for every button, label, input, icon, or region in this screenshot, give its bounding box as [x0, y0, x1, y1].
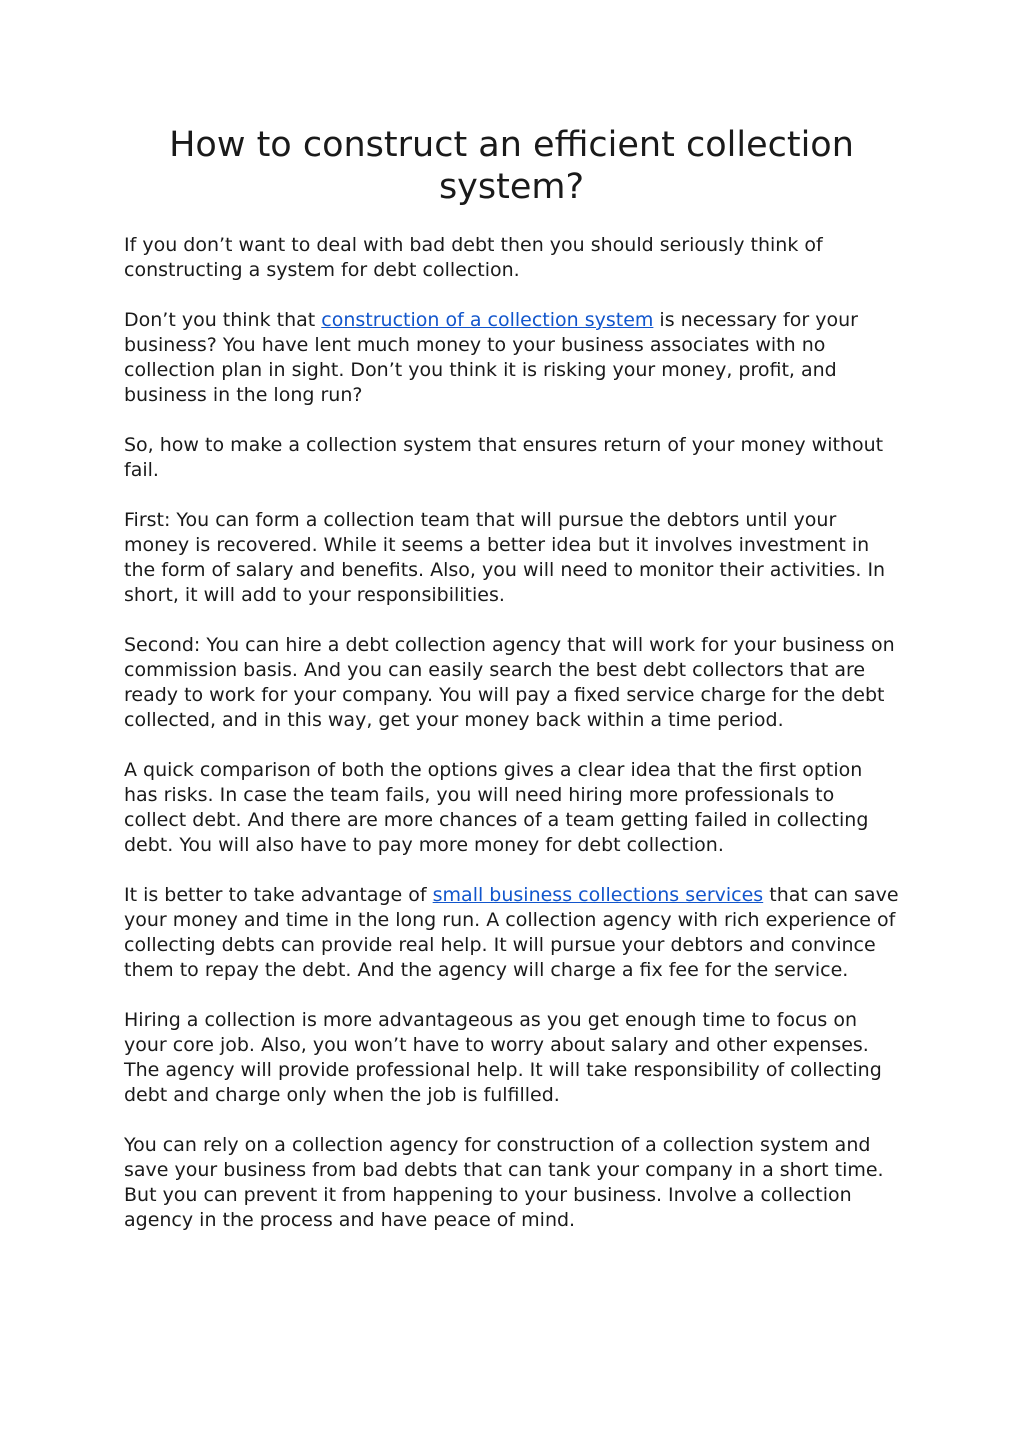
paragraph-conclusion: You can rely on a collection agency for construction of a collection system and save your business from bad debts that can tank your company in a short time. But you can prevent it from happening to your business. Involve a collection agency in the process and have peace of mind. [124, 1134, 884, 1231]
paragraph-advantage [124, 883, 899, 983]
paragraph-text-before-link: Don’t you think that [124, 309, 322, 331]
paragraph-text-before-link: It is better to take advantage of [124, 884, 433, 906]
paragraph-construction-question [124, 308, 899, 408]
paragraph-intro: If you don’t want to deal with bad debt then you should seriously think of constructing a system for debt collection. [124, 234, 823, 281]
paragraph-how-to: So, how to make a collection system that ensures return of your money without fail. [124, 434, 884, 481]
small-business-collections-services-link[interactable]: small business collections services [432, 884, 764, 906]
construction-of-collection-system-link[interactable]: construction of a collection system [321, 309, 654, 331]
document-body [124, 233, 899, 1258]
document-title: How to construct an efficient collection system? [169, 125, 854, 207]
paragraph-hiring-benefits: Hiring a collection is more advantageous as you get enough time to focus on your core job. Also, you won’t have to worry about salary and other expenses. The agency will provide professional help. It will take responsibility of collecting debt and charge only when the job is fulfilled. [124, 1009, 882, 1106]
paragraph-first-option: First: You can form a collection team that will pursue the debtors until your money is recovered. While it seems a better idea but it involves investment in the form of salary and benefits. Also, you will need to monitor their activities. In short, it will add to your responsibilities. [124, 509, 886, 606]
paragraph-text-after-link: that can save your money and time in the long run. A collection agency with rich experience of collecting debts can provide real help. It will pursue your debtors and convince them to repay the debt. And the agency will charge a fix fee for the service. [124, 884, 899, 981]
paragraph-second-option: Second: You can hire a debt collection agency that will work for your business on commission basis. And you can easily search the best debt collectors that are ready to work for your company. You will pay a fixed service charge for the debt collected, and in this way, get your money back within a time period. [124, 634, 895, 731]
paragraph-text-after-link: is necessary for your business? You have lent much money to your business associates with no collection plan in sight. Don’t you think it is risking your money, profit, and business in the long run? [124, 309, 858, 406]
paragraph-comparison: A quick comparison of both the options gives a clear idea that the first option has risks. In case the team fails, you will need hiring more professionals to collect debt. And there are more chances of a team getting failed in collecting debt. You will also have to pay more money for debt collection. [124, 759, 869, 856]
